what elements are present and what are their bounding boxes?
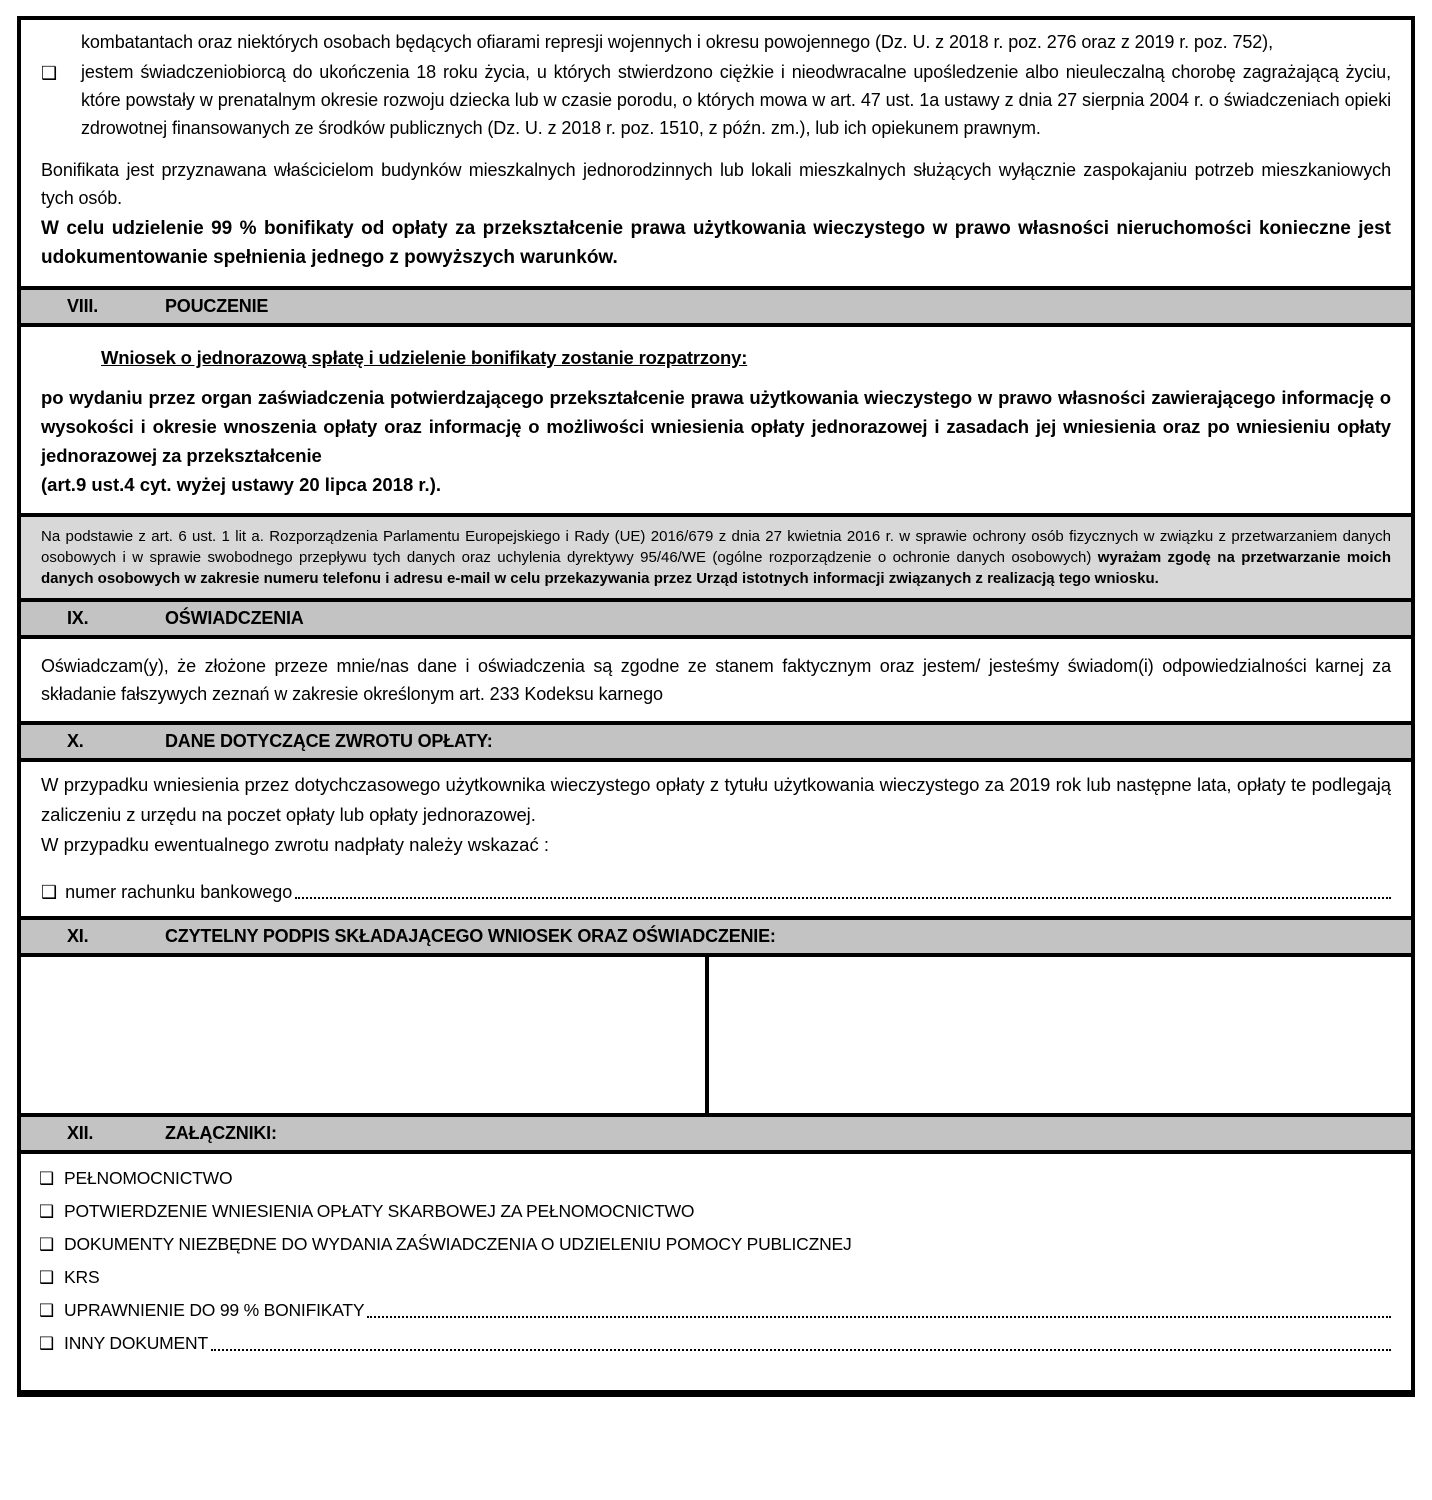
section-header-x [21,721,1411,762]
intro-continuation-text: kombatantach oraz niektórych osobach będących ofiarami represji wojennych i okresu powojennego (Dz. U. z 2018 r. poz. 276 oraz z 2019 r. poz. 752), [81,32,1273,52]
rodo-consent-text: wyrażam zgodę na przetwarzanie moich danych osobowych w zakresie numeru telefonu i adresu e-mail w celu przekazywania przez Urząd istotnych informacji związanych z realizacją tego wniosku. [41,549,1392,587]
attachment-label: POTWIERDZENIE WNIESIENIA OPŁATY SKARBOWEJ ZA PEŁNOMOCNICTWO [64,1201,695,1221]
document-page [17,16,1415,1397]
attachment-label: KRS [64,1267,100,1287]
refund-body [21,762,1411,916]
section-header-viii [21,286,1411,327]
section-title: CZYTELNY PODPIS SKŁADAJĄCEGO WNIOSEK ORAZ OŚWIADCZENIE: [165,926,776,946]
attachment-item [39,1228,1391,1261]
attachment-item [39,1327,1391,1360]
attachment-item [39,1195,1391,1228]
bottom-spacer [39,1360,1391,1382]
oswiadczenia-paragraph: Oświadczam(y), że złożone przeze mnie/nas dane i oświadczenia są zgodne ze stanem faktycznym oraz jestem/ jesteśmy świadom(i) odpowiedzialności karnej za składanie fałszywych zeznań w zakresie określonym art. 233 Kodeksu karnego [41,656,1391,704]
checkbox-icon[interactable]: ❑ [39,1202,55,1221]
checkbox-icon[interactable]: ❑ [39,1235,55,1254]
refund-instruction: W przypadku ewentualnego zwrotu nadpłaty należy wskazać : [41,834,549,855]
signature-box-left[interactable] [21,957,705,1113]
oswiadczenia-body [21,639,1411,721]
section-title: OŚWIADCZENIA [165,608,304,628]
bank-account-fill-in-line[interactable] [295,897,1391,899]
pouczenie-paragraph: po wydaniu przez organ zaświadczenia potwierdzającego przekształcenie prawa użytkowania wieczystego w prawo własności zawierającego informację o wysokości i okresie wnoszenia opłaty oraz informację o możliwości wniesienia opłaty jednorazowej i zasadach jej wniesienia oraz po wniesieniu opłaty jednorazowej za przekształcenie [41,387,1391,466]
checkbox-icon[interactable]: ❑ [39,1169,55,1188]
attachment-label: DOKUMENTY NIEZBĘDNE DO WYDANIA ZAŚWIADCZENIA O UDZIELENIU POMOCY PUBLICZNEJ [64,1234,852,1254]
attachment-fill-in-line[interactable] [211,1349,1391,1351]
section-title: POUCZENIE [165,296,269,316]
pouczenie-heading: Wniosek o jednorazową spłatę i udzielenie bonifikaty zostanie rozpatrzony: [101,347,748,368]
rodo-notice [21,513,1411,598]
checkbox-icon[interactable]: ❑ [39,1268,55,1287]
signature-box-right[interactable] [709,957,1411,1113]
bonus-requirement-paragraph: W celu udzielenie 99 % bonifikaty od opłaty za przekształcenie prawa użytkowania wieczystego w prawo własności nieruchomości konieczne jest udokumentowanie spełnienia jednego z powyższych warunków. [41,218,1391,268]
section-number: X. [67,731,84,751]
section-title: DANE DOTYCZĄCE ZWROTU OPŁATY: [165,731,493,751]
condition-item-text: jestem świadczeniobiorcą do ukończenia 18 roku życia, u których stwierdzono ciężkie i nieodwracalne upośledzenie albo nieuleczalną chorobę zagrażającą życiu, które powstały w prenatalnym okresie rozwoju dziecka lub w czasie porodu, o których mowa w art. 47 ust. 1a ustawy z dnia 27 sierpnia 2004 r. o świadczeniach opieki zdrowotnej finansowanych ze środków publicznych (Dz. U. z 2018 r. poz. 1510, z późn. zm.), lub ich opiekunem prawnym. [81,62,1391,138]
attachment-item [39,1162,1391,1195]
attachment-label: UPRAWNIENIE DO 99 % BONIFIKATY [64,1300,365,1320]
section-title: ZAŁĄCZNIKI: [165,1123,277,1143]
section-number: XI. [67,926,89,946]
signature-area [21,957,1411,1113]
checkbox-icon[interactable]: ❑ [39,1334,55,1353]
attachment-label: INNY DOKUMENT [64,1333,208,1353]
attachment-label: PEŁNOMOCNICTWO [64,1168,233,1188]
bank-account-row [41,878,1391,906]
attachment-item [39,1261,1391,1294]
refund-paragraph: W przypadku wniesienia przez dotychczasowego użytkownika wieczystego opłaty z tytułu użytkowania wieczystego za 2019 rok lub następne lata, opłaty te podlegają zaliczeniu z urzędu na poczet opłaty lub opłaty jednorazowej. [41,774,1391,825]
checkbox-icon[interactable]: ❑ [41,882,58,902]
section-header-xii [21,1113,1411,1154]
attachment-fill-in-line[interactable] [367,1316,1391,1318]
attachment-item [39,1294,1391,1327]
checkbox-icon[interactable]: ❑ [41,63,58,83]
bank-account-label: numer rachunku bankowego [65,882,293,902]
attachments-list [21,1154,1411,1390]
section-number: VIII. [67,296,99,316]
rodo-text: Na podstawie z art. 6 ust. 1 lit a. Rozporządzenia Parlamentu Europejskiego i Rady (UE) 2016/679 z dnia 27 kwietnia 2016 r. w sprawie ochrony osób fizycznych w związku z przetwarzaniem danych osobowych i w sprawie swobodnego przepływu tych danych oraz uchylenia dyrektywy 95/46/WE (ogólne rozporządzenie o ochronie danych osobowych) [41,528,1391,566]
pouczenie-body [21,327,1411,513]
section-number: IX. [67,608,89,628]
pouczenie-legal-ref: (art.9 ust.4 cyt. wyżej ustawy 20 lipca 2018 r.). [41,474,441,495]
section-number: XII. [67,1123,94,1143]
checkbox-icon[interactable]: ❑ [39,1301,55,1320]
intro-block [21,20,1411,286]
section-header-xi [21,916,1411,957]
bonus-rule-paragraph: Bonifikata jest przyznawana właścicielom budynków mieszkalnych jednorodzinnych lub lokali mieszkalnych służących wyłącznie zaspokajaniu potrzeb mieszkaniowych tych osób. [41,160,1391,208]
condition-list-item [41,58,1391,142]
section-header-ix [21,598,1411,639]
